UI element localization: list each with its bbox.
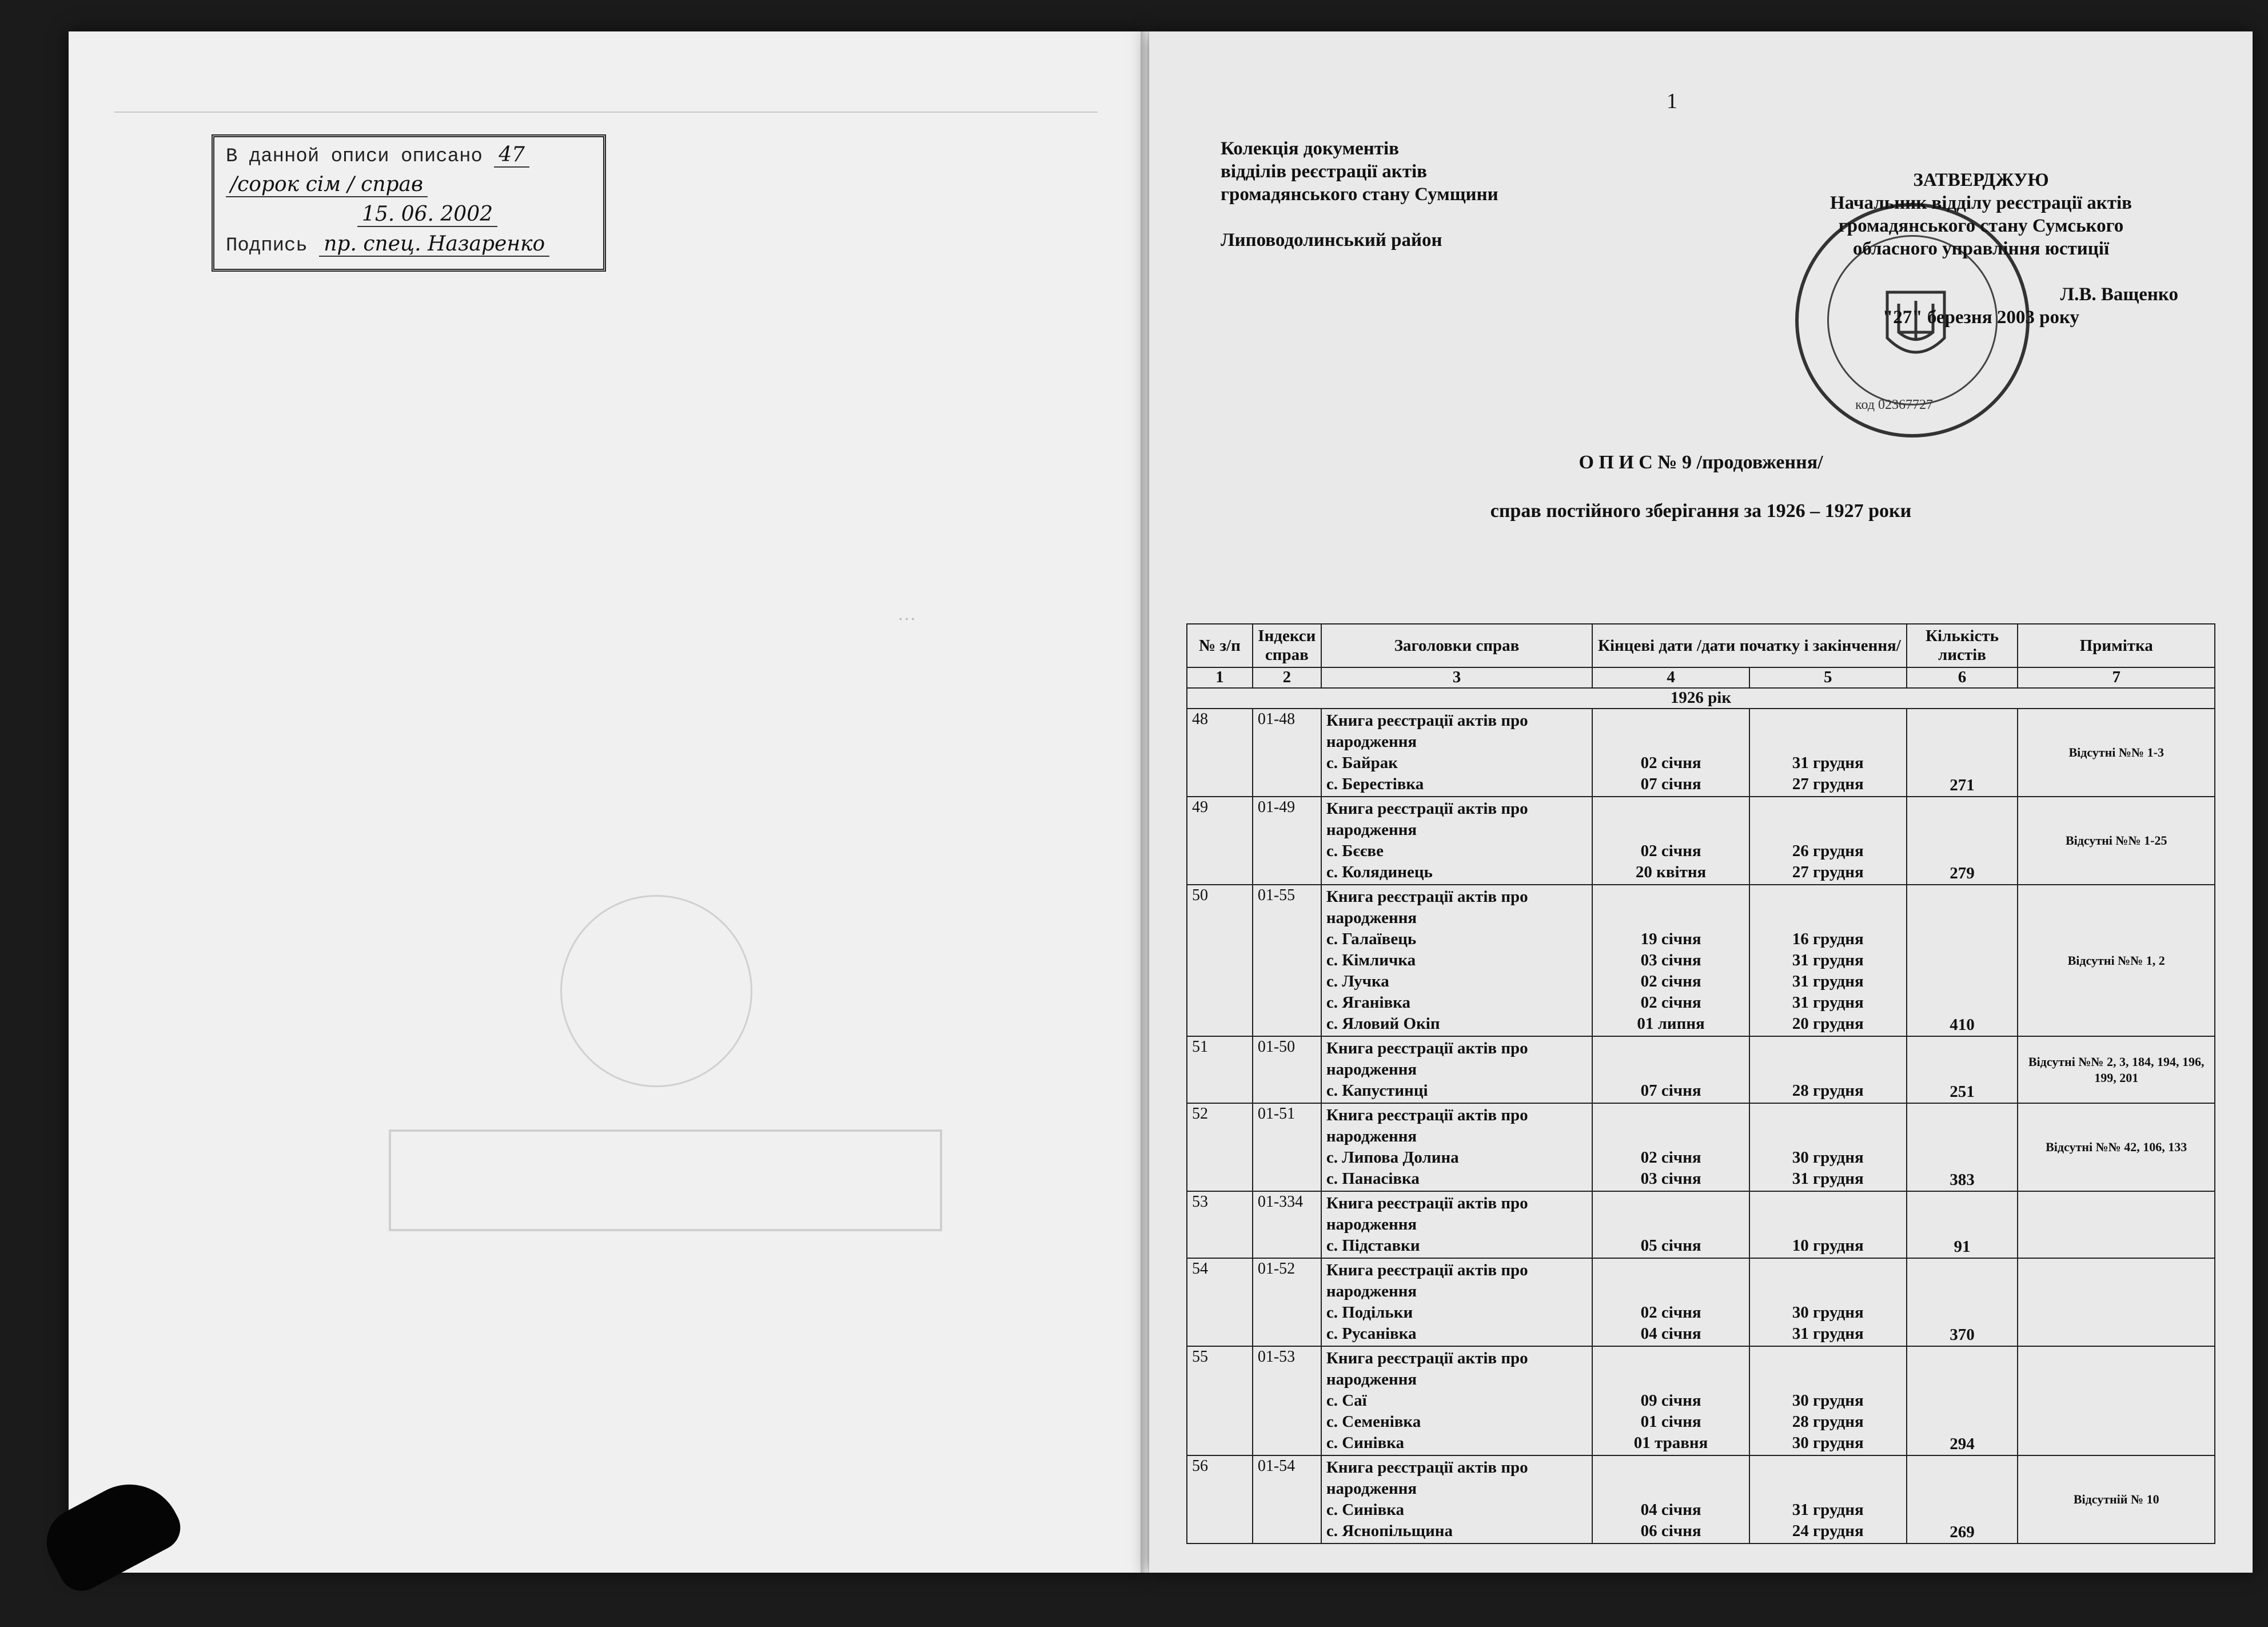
stamp-signature: пр. спец. Назаренко bbox=[319, 232, 549, 257]
case-title: Книга реєстрації актів про народження bbox=[1326, 888, 1528, 927]
end-date: 31 грудня bbox=[1792, 951, 1864, 969]
case-title-cell bbox=[1321, 709, 1592, 797]
case-title: Книга реєстрації актів про народження bbox=[1326, 799, 1528, 839]
stamp-label: В данной описи описано bbox=[226, 146, 483, 168]
village-name: с. Берестівка bbox=[1326, 775, 1424, 793]
end-date: 31 грудня bbox=[1792, 1501, 1864, 1519]
end-date: 20 грудня bbox=[1792, 1015, 1864, 1033]
start-dates bbox=[1592, 1191, 1749, 1258]
village-name: с. Русанівка bbox=[1326, 1324, 1417, 1343]
case-index: 01-334 bbox=[1253, 1191, 1321, 1258]
case-title-cell bbox=[1321, 797, 1592, 885]
collection-line-1: Колекція документів bbox=[1221, 138, 1399, 159]
case-title-cell bbox=[1321, 885, 1592, 1036]
col-header-titles: Заголовки справ bbox=[1321, 624, 1592, 667]
inventory-title: О П И С № 9 /продовження/ bbox=[1579, 452, 1823, 473]
start-date: 02 січня bbox=[1640, 1303, 1701, 1322]
table-header-row bbox=[1187, 624, 2215, 667]
collection-header bbox=[1221, 137, 1498, 252]
column-number: 1 bbox=[1187, 667, 1253, 688]
case-note: Відсутні №№ 1-25 bbox=[2018, 797, 2215, 885]
case-title: Книга реєстрації актів про народження bbox=[1326, 1106, 1528, 1145]
case-number: 54 bbox=[1187, 1258, 1253, 1346]
village-name: с. Яснопільщина bbox=[1326, 1522, 1453, 1540]
end-dates bbox=[1749, 709, 1907, 797]
start-date: 04 січня bbox=[1640, 1501, 1701, 1519]
start-dates bbox=[1592, 797, 1749, 885]
stamp-count-words: /сорок сім / справ bbox=[226, 173, 428, 197]
case-title-cell bbox=[1321, 1036, 1592, 1103]
case-title: Книга реєстрації актів про народження bbox=[1326, 1458, 1528, 1498]
case-title: Книга реєстрації актів про народження bbox=[1326, 1194, 1528, 1234]
table-row bbox=[1187, 1455, 2215, 1544]
stamp-date: 15. 06. 2002 bbox=[357, 202, 497, 227]
case-rows bbox=[1187, 709, 2215, 1544]
column-number: 3 bbox=[1321, 667, 1592, 688]
column-number: 7 bbox=[2018, 667, 2215, 688]
case-title-cell bbox=[1321, 1258, 1592, 1346]
village-name: с. Панасівка bbox=[1326, 1169, 1420, 1188]
village-name: с. Байрак bbox=[1326, 754, 1398, 772]
end-dates bbox=[1749, 1103, 1907, 1191]
start-date: 01 липня bbox=[1637, 1015, 1705, 1033]
case-note: Відсутні №№ 42, 106, 133 bbox=[2018, 1103, 2215, 1191]
case-index: 01-53 bbox=[1253, 1346, 1321, 1455]
case-note: Відсутні №№ 1-3 bbox=[2018, 709, 2215, 797]
village-name: с. Подільки bbox=[1326, 1303, 1413, 1322]
end-dates bbox=[1749, 797, 1907, 885]
table-row bbox=[1187, 1191, 2215, 1258]
seal-code: код 02367727 bbox=[1855, 397, 1933, 412]
case-note bbox=[2018, 1258, 2215, 1346]
start-dates bbox=[1592, 885, 1749, 1036]
start-date: 04 січня bbox=[1640, 1324, 1701, 1343]
case-note: Відсутні №№ 2, 3, 184, 194, 196, 199, 201 bbox=[2018, 1036, 2215, 1103]
village-name: с. Кімличка bbox=[1326, 951, 1416, 969]
table-row bbox=[1187, 797, 2215, 885]
end-date: 31 грудня bbox=[1792, 754, 1864, 772]
end-date: 28 грудня bbox=[1792, 1081, 1864, 1100]
end-date: 30 грудня bbox=[1792, 1148, 1864, 1167]
show-through-text: … bbox=[898, 603, 916, 624]
approval-line-2: громадянського стану Сумського bbox=[1838, 216, 2124, 236]
show-through-frame bbox=[114, 112, 1098, 114]
case-title-cell bbox=[1321, 1191, 1592, 1258]
case-title-cell bbox=[1321, 1455, 1592, 1544]
case-number: 53 bbox=[1187, 1191, 1253, 1258]
case-index: 01-50 bbox=[1253, 1036, 1321, 1103]
approval-block bbox=[1784, 169, 2178, 329]
left-page bbox=[69, 31, 1143, 1573]
end-date: 26 грудня bbox=[1792, 842, 1864, 860]
village-name: с. Капустинці bbox=[1326, 1081, 1428, 1100]
stamp-count: 47 bbox=[494, 143, 529, 168]
end-date: 27 грудня bbox=[1792, 863, 1864, 881]
faint-stamp-frame bbox=[389, 1129, 942, 1231]
case-index: 01-51 bbox=[1253, 1103, 1321, 1191]
end-date: 28 грудня bbox=[1792, 1413, 1864, 1431]
end-date: 30 грудня bbox=[1792, 1391, 1864, 1410]
start-date: 09 січня bbox=[1640, 1391, 1701, 1410]
table-row bbox=[1187, 1258, 2215, 1346]
case-index: 01-55 bbox=[1253, 885, 1321, 1036]
end-date: 16 грудня bbox=[1792, 930, 1864, 948]
start-date: 02 січня bbox=[1640, 972, 1701, 990]
column-number: 2 bbox=[1253, 667, 1321, 688]
start-date: 19 січня bbox=[1640, 930, 1701, 948]
end-date: 31 грудня bbox=[1792, 993, 1864, 1012]
year-label: 1926 рік bbox=[1187, 688, 2215, 709]
start-dates bbox=[1592, 1103, 1749, 1191]
case-note: Відсутні №№ 1, 2 bbox=[2018, 885, 2215, 1036]
start-date: 02 січня bbox=[1640, 754, 1701, 772]
approver-name: Л.В. Ващенко bbox=[2060, 284, 2178, 305]
case-title-cell bbox=[1321, 1346, 1592, 1455]
start-date: 07 січня bbox=[1640, 775, 1701, 793]
start-date: 03 січня bbox=[1640, 951, 1701, 969]
village-name: с. Підставки bbox=[1326, 1236, 1420, 1255]
descriptions-count-stamp bbox=[212, 134, 606, 272]
table-row bbox=[1187, 885, 2215, 1036]
end-date: 30 грудня bbox=[1792, 1434, 1864, 1452]
table-row bbox=[1187, 1036, 2215, 1103]
start-date: 03 січня bbox=[1640, 1169, 1701, 1188]
sheet-count: 370 bbox=[1907, 1258, 2018, 1346]
sheet-count: 410 bbox=[1907, 885, 2018, 1036]
sheet-count: 383 bbox=[1907, 1103, 2018, 1191]
village-name: с. Синівка bbox=[1326, 1434, 1405, 1452]
end-dates bbox=[1749, 1036, 1907, 1103]
village-name: с. Бєєве bbox=[1326, 842, 1384, 860]
page-number: 1 bbox=[1667, 89, 1677, 113]
end-date: 24 грудня bbox=[1792, 1522, 1864, 1540]
case-number: 55 bbox=[1187, 1346, 1253, 1455]
year-row bbox=[1187, 688, 2215, 709]
end-dates bbox=[1749, 1258, 1907, 1346]
case-note bbox=[2018, 1346, 2215, 1455]
case-note bbox=[2018, 1191, 2215, 1258]
sheet-count: 294 bbox=[1907, 1346, 2018, 1455]
faint-seal-ring bbox=[560, 895, 752, 1087]
end-date: 31 грудня bbox=[1792, 1324, 1864, 1343]
table-row bbox=[1187, 1346, 2215, 1455]
start-date: 05 січня bbox=[1640, 1236, 1701, 1255]
inventory-subtitle: справ постійного зберігання за 1926 – 1927 роки bbox=[1490, 500, 1912, 522]
case-title-cell bbox=[1321, 1103, 1592, 1191]
col-header-sheets: Кількість листів bbox=[1907, 624, 2018, 667]
start-date: 20 квітня bbox=[1635, 863, 1707, 881]
collection-line-2: відділів реєстрації актів bbox=[1221, 161, 1427, 182]
col-header-dates: Кінцеві дати /дати початку і закінчення/ bbox=[1592, 624, 1906, 667]
start-date: 06 січня bbox=[1640, 1522, 1701, 1540]
end-dates bbox=[1749, 1346, 1907, 1455]
collection-line-3: громадянського стану Сумщини bbox=[1221, 184, 1498, 205]
case-number: 49 bbox=[1187, 797, 1253, 885]
start-date: 02 січня bbox=[1640, 1148, 1701, 1167]
end-dates bbox=[1749, 885, 1907, 1036]
case-number: 50 bbox=[1187, 885, 1253, 1036]
case-index: 01-54 bbox=[1253, 1455, 1321, 1544]
sheet-count: 91 bbox=[1907, 1191, 2018, 1258]
end-date: 10 грудня bbox=[1792, 1236, 1864, 1255]
village-name: с. Синівка bbox=[1326, 1501, 1405, 1519]
cases-table bbox=[1186, 623, 2215, 1544]
right-page bbox=[1149, 31, 2253, 1573]
start-dates bbox=[1592, 709, 1749, 797]
end-dates bbox=[1749, 1191, 1907, 1258]
case-title: Книга реєстрації актів про народження bbox=[1326, 711, 1528, 751]
start-dates bbox=[1592, 1036, 1749, 1103]
end-date: 30 грудня bbox=[1792, 1303, 1864, 1322]
column-number: 5 bbox=[1749, 667, 1907, 688]
end-dates bbox=[1749, 1455, 1907, 1544]
approval-line-1: Начальник відділу реєстрації актів bbox=[1830, 193, 2132, 213]
start-date: 02 січня bbox=[1640, 993, 1701, 1012]
case-number: 56 bbox=[1187, 1455, 1253, 1544]
table-row bbox=[1187, 709, 2215, 797]
end-date: 31 грудня bbox=[1792, 1169, 1864, 1188]
village-name: с. Семенівка bbox=[1326, 1413, 1421, 1431]
approval-heading: ЗАТВЕРДЖУЮ bbox=[1913, 170, 2049, 190]
case-number: 48 bbox=[1187, 709, 1253, 797]
village-name: с. Лучка bbox=[1326, 972, 1389, 990]
stamp-signature-label: Подпись bbox=[226, 235, 308, 257]
case-title: Книга реєстрації актів про народження bbox=[1326, 1349, 1528, 1389]
start-date: 02 січня bbox=[1640, 842, 1701, 860]
column-number-row bbox=[1187, 667, 2215, 688]
col-header-no: № з/п bbox=[1187, 624, 1253, 667]
col-header-note: Примітка bbox=[2018, 624, 2215, 667]
end-date: 27 грудня bbox=[1792, 775, 1864, 793]
column-number: 4 bbox=[1592, 667, 1749, 688]
village-name: с. Липова Долина bbox=[1326, 1148, 1459, 1167]
case-index: 01-48 bbox=[1253, 709, 1321, 797]
table-row bbox=[1187, 1103, 2215, 1191]
sheet-count: 279 bbox=[1907, 797, 2018, 885]
case-title: Книга реєстрації актів про народження bbox=[1326, 1261, 1528, 1300]
col-header-index: Індекси справ bbox=[1253, 624, 1321, 667]
start-dates bbox=[1592, 1346, 1749, 1455]
case-note: Відсутній № 10 bbox=[2018, 1455, 2215, 1544]
start-dates bbox=[1592, 1258, 1749, 1346]
approval-date: "27" березня 2003 року bbox=[1882, 307, 2080, 328]
sheet-count: 269 bbox=[1907, 1455, 2018, 1544]
village-name: с. Яловий Окіп bbox=[1326, 1015, 1440, 1033]
column-number: 6 bbox=[1907, 667, 2018, 688]
district-name: Липоводолинський район bbox=[1221, 230, 1442, 250]
village-name: с. Галаївець bbox=[1326, 930, 1417, 948]
approval-line-3: обласного управління юстиції bbox=[1852, 238, 2110, 259]
case-title: Книга реєстрації актів про народження bbox=[1326, 1039, 1528, 1079]
sheet-count: 251 bbox=[1907, 1036, 2018, 1103]
case-number: 51 bbox=[1187, 1036, 1253, 1103]
start-date: 01 січня bbox=[1640, 1413, 1701, 1431]
sheet-count: 271 bbox=[1907, 709, 2018, 797]
start-date: 01 травня bbox=[1633, 1434, 1708, 1452]
village-name: с. Саї bbox=[1326, 1391, 1367, 1410]
village-name: с. Яганівка bbox=[1326, 993, 1411, 1012]
end-date: 31 грудня bbox=[1792, 972, 1864, 990]
case-number: 52 bbox=[1187, 1103, 1253, 1191]
case-index: 01-49 bbox=[1253, 797, 1321, 885]
start-dates bbox=[1592, 1455, 1749, 1544]
case-index: 01-52 bbox=[1253, 1258, 1321, 1346]
village-name: с. Колядинець bbox=[1326, 863, 1433, 881]
start-date: 07 січня bbox=[1640, 1081, 1701, 1100]
